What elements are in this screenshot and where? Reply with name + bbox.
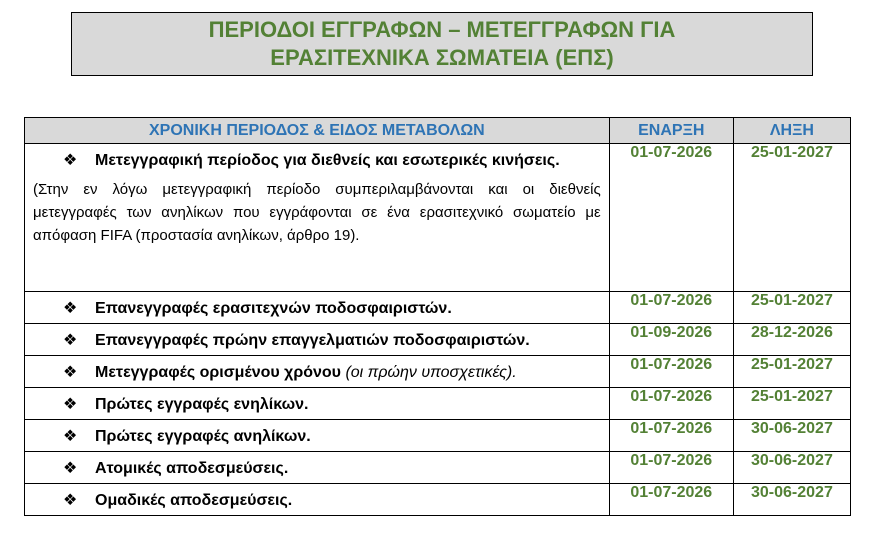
end-date: 30-06-2027 bbox=[733, 452, 850, 484]
period-label: Μετεγγραφές ορισμένου χρόνου bbox=[95, 364, 341, 381]
period-cell bbox=[25, 144, 610, 292]
table-row bbox=[25, 292, 851, 324]
diamond-bullet-icon: ❖ bbox=[63, 396, 78, 413]
table-row bbox=[25, 144, 851, 292]
start-date: 01-07-2026 bbox=[609, 388, 733, 420]
start-date: 01-09-2026 bbox=[609, 324, 733, 356]
end-date: 25-01-2027 bbox=[733, 388, 850, 420]
diamond-bullet-icon: ❖ bbox=[63, 332, 78, 349]
period-label: Πρώτες εγγραφές ενηλίκων. bbox=[95, 396, 309, 413]
period-cell bbox=[25, 484, 610, 516]
diamond-bullet-icon: ❖ bbox=[63, 300, 78, 317]
diamond-bullet-icon: ❖ bbox=[63, 364, 78, 381]
registration-periods-table bbox=[24, 117, 851, 516]
end-date: 28-12-2026 bbox=[733, 324, 850, 356]
start-date: 01-07-2026 bbox=[609, 292, 733, 324]
title-line-1: ΠΕΡΙΟΔΟΙ ΕΓΓΡΑΦΩΝ – ΜΕΤΕΓΓΡΑΦΩΝ ΓΙΑ bbox=[208, 17, 676, 42]
table-row bbox=[25, 484, 851, 516]
period-label: Ατομικές αποδεσμεύσεις. bbox=[95, 460, 289, 477]
period-label: Επανεγγραφές ερασιτεχνών ποδοσφαιριστών. bbox=[95, 300, 452, 317]
period-label: Μετεγγραφική περίοδος για διεθνείς και εσωτερικές κινήσεις. bbox=[95, 152, 560, 169]
header-start: ΕΝΑΡΞΗ bbox=[609, 118, 733, 144]
end-date: 25-01-2027 bbox=[733, 292, 850, 324]
start-date: 01-07-2026 bbox=[609, 420, 733, 452]
start-date: 01-07-2026 bbox=[609, 356, 733, 388]
diamond-bullet-icon: ❖ bbox=[63, 460, 78, 477]
diamond-bullet-icon: ❖ bbox=[63, 152, 78, 169]
table-row bbox=[25, 420, 851, 452]
start-date: 01-07-2026 bbox=[609, 484, 733, 516]
page-title bbox=[71, 12, 813, 76]
table-row bbox=[25, 356, 851, 388]
header-end: ΛΗΞΗ bbox=[733, 118, 850, 144]
end-date: 30-06-2027 bbox=[733, 420, 850, 452]
table-row bbox=[25, 452, 851, 484]
title-line-2: ΕΡΑΣΙΤΕΧΝΙΚΑ ΣΩΜΑΤΕΙΑ (ΕΠΣ) bbox=[270, 45, 614, 70]
start-date: 01-07-2026 bbox=[609, 144, 733, 292]
period-cell bbox=[25, 292, 610, 324]
period-note: (Στην εν λόγω μετεγγραφική περίοδο συμπεριλαμβάνονται και οι διεθνείς μετεγγραφές των ανηλίκων που εγγράφονται σε ένα ερασιτεχνικό σωματείο με απόφαση FIFA (προστασία ανηλίκων, άρθρο 19). bbox=[33, 181, 601, 244]
header-period-type: ΧΡΟΝΙΚΗ ΠΕΡΙΟΔΟΣ & ΕΙΔΟΣ ΜΕΤΑΒΟΛΩΝ bbox=[25, 118, 610, 144]
diamond-bullet-icon: ❖ bbox=[63, 428, 78, 445]
end-date: 25-01-2027 bbox=[733, 356, 850, 388]
diamond-bullet-icon: ❖ bbox=[63, 492, 78, 509]
table-header-row bbox=[25, 118, 851, 144]
period-cell bbox=[25, 452, 610, 484]
period-label-extra: (οι πρώην υποσχετικές). bbox=[345, 364, 517, 381]
start-date: 01-07-2026 bbox=[609, 452, 733, 484]
end-date: 25-01-2027 bbox=[733, 144, 850, 292]
period-label: Ομαδικές αποδεσμεύσεις. bbox=[95, 492, 293, 509]
table-row bbox=[25, 324, 851, 356]
period-cell bbox=[25, 388, 610, 420]
period-label: Πρώτες εγγραφές ανηλίκων. bbox=[95, 428, 311, 445]
period-cell bbox=[25, 324, 610, 356]
end-date: 30-06-2027 bbox=[733, 484, 850, 516]
table-row bbox=[25, 388, 851, 420]
period-cell bbox=[25, 420, 610, 452]
period-label: Επανεγγραφές πρώην επαγγελματιών ποδοσφαιριστών. bbox=[95, 332, 530, 349]
period-cell bbox=[25, 356, 610, 388]
